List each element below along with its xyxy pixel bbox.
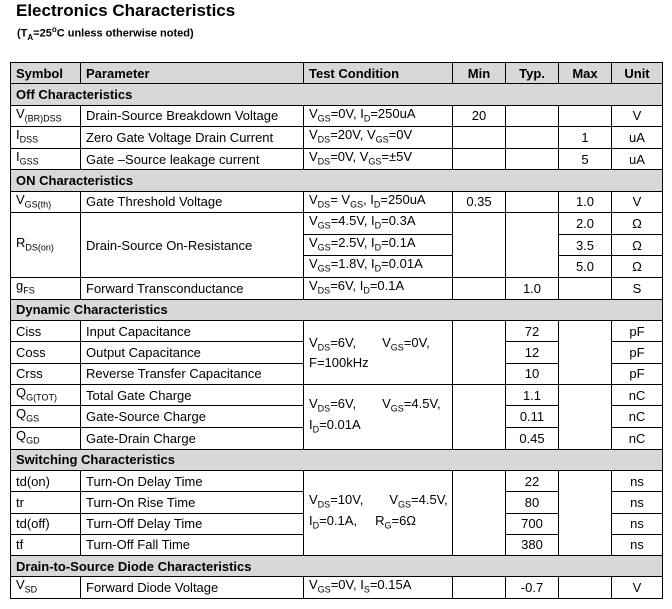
symbol-cell: $V_{(BR)DSS}$ <box>11 105 81 127</box>
characteristics-table <box>10 62 663 599</box>
max-cell <box>559 470 612 555</box>
parameter-cell: Input Capacitance <box>81 320 304 341</box>
table-row-td-on <box>11 470 663 491</box>
min-cell <box>453 127 506 149</box>
section-title: Off Characteristics <box>11 84 663 105</box>
symbol-cell: td(on) <box>11 470 81 491</box>
table-row-ciss <box>11 320 663 341</box>
section-title: Drain-to-Source Diode Characteristics <box>11 556 663 577</box>
typ-cell: 700 <box>506 513 559 534</box>
header-symbol: Symbol <box>11 63 81 84</box>
min-cell <box>453 320 506 384</box>
section-off-characteristics <box>11 84 663 105</box>
min-cell <box>453 577 506 599</box>
min-cell <box>453 384 506 449</box>
section-diode-characteristics <box>11 556 663 577</box>
parameter-cell: Gate Threshold Voltage <box>81 191 304 213</box>
parameter-cell: Turn-Off Fall Time <box>81 534 304 555</box>
parameter-cell: Forward Transconductance <box>81 278 304 300</box>
parameter-cell: Drain-Source On-Resistance <box>81 213 304 278</box>
max-cell <box>559 105 612 127</box>
unit-cell: nC <box>612 406 663 428</box>
section-dynamic-characteristics <box>11 299 663 320</box>
unit-cell: ns <box>612 492 663 513</box>
header-unit: Unit <box>612 63 663 84</box>
section-title: Switching Characteristics <box>11 449 663 470</box>
section-on-characteristics <box>11 170 663 191</box>
symbol-cell: td(off) <box>11 513 81 534</box>
table-header-row <box>11 63 663 84</box>
max-cell <box>559 278 612 300</box>
typ-cell <box>506 213 559 278</box>
condition-cell: $V_{DS}= V_{GS}$, $I_D=250uA$ <box>304 191 453 213</box>
symbol-cell: tr <box>11 492 81 513</box>
unit-cell: pF <box>612 363 663 384</box>
symbol-cell: $R_{DS(on)}$ <box>11 213 81 278</box>
typ-cell <box>506 127 559 149</box>
page-subtitle: ($T_A=25^oC$ unless otherwise noted) <box>17 25 194 42</box>
typ-cell: 380 <box>506 534 559 555</box>
parameter-cell: Gate –Source leakage current <box>81 148 304 170</box>
unit-cell: pF <box>612 342 663 363</box>
condition-cell: $V_{DS}=6V$, $I_D=0.1A$ <box>304 278 453 300</box>
condition-cell: $V_{GS}=1.8V$, $I_D=0.01A$ <box>304 256 453 278</box>
section-title: ON Characteristics <box>11 170 663 191</box>
max-cell <box>559 320 612 384</box>
parameter-cell: Reverse Transfer Capacitance <box>81 363 304 384</box>
min-cell <box>453 148 506 170</box>
unit-cell: ns <box>612 470 663 491</box>
parameter-cell: Drain-Source Breakdown Voltage <box>81 105 304 127</box>
unit-cell: Ω <box>612 234 663 256</box>
symbol-cell: $V_{GS(th)}$ <box>11 191 81 213</box>
parameter-cell: Gate-Drain Charge <box>81 428 304 450</box>
min-cell <box>453 278 506 300</box>
header-parameter: Parameter <box>81 63 304 84</box>
parameter-cell: Turn-Off Delay Time <box>81 513 304 534</box>
unit-cell: ns <box>612 534 663 555</box>
min-cell: 0.35 <box>453 191 506 213</box>
unit-cell: S <box>612 278 663 300</box>
parameter-cell: Turn-On Delay Time <box>81 470 304 491</box>
parameter-cell: Output Capacitance <box>81 342 304 363</box>
section-title: Dynamic Characteristics <box>11 299 663 320</box>
typ-cell: 72 <box>506 320 559 341</box>
typ-cell: 1.1 <box>506 384 559 406</box>
max-cell: 1.0 <box>559 191 612 213</box>
page-title: Electronics Characteristics <box>16 1 236 20</box>
parameter-cell: Total Gate Charge <box>81 384 304 406</box>
condition-cell: $V_{DS}=20V$, $V_{GS}=0V$ <box>304 127 453 149</box>
condition-cell: $V_{DS}=6V$, $V_{GS}=0V$, F=100kHz <box>304 320 453 384</box>
parameter-cell: Gate-Source Charge <box>81 406 304 428</box>
typ-cell: 1.0 <box>506 278 559 300</box>
typ-cell <box>506 105 559 127</box>
condition-cell: $V_{DS}=0V$, $V_{GS}=\pm 5V$ <box>304 148 453 170</box>
header-max: Max <box>559 63 612 84</box>
section-switching-characteristics <box>11 449 663 470</box>
unit-cell: Ω <box>612 213 663 235</box>
parameter-cell: Zero Gate Voltage Drain Current <box>81 127 304 149</box>
typ-cell: -0.7 <box>506 577 559 599</box>
unit-cell: V <box>612 191 663 213</box>
condition-cell: $V_{DS}=6V$, $V_{GS}=4.5V$, $I_D=0.01A$ <box>304 384 453 449</box>
condition-cell: $V_{GS}=4.5V$, $I_D=0.3A$ <box>304 213 453 235</box>
unit-cell: nC <box>612 384 663 406</box>
max-cell: 5.0 <box>559 256 612 278</box>
header-test-condition: Test Condition <box>304 63 453 84</box>
typ-cell <box>506 148 559 170</box>
parameter-cell: Turn-On Rise Time <box>81 492 304 513</box>
table-row-rdson-1 <box>11 213 663 235</box>
table-row-vsd <box>11 577 663 599</box>
table-row-vgsth <box>11 191 663 213</box>
symbol-cell: $Q_{GS}$ <box>11 406 81 428</box>
table-row-igss <box>11 148 663 170</box>
max-cell: 1 <box>559 127 612 149</box>
max-cell: 2.0 <box>559 213 612 235</box>
max-cell: 3.5 <box>559 234 612 256</box>
symbol-cell: $I_{GSS}$ <box>11 148 81 170</box>
symbol-cell: Coss <box>11 342 81 363</box>
typ-cell: 0.11 <box>506 406 559 428</box>
unit-cell: Ω <box>612 256 663 278</box>
typ-cell: 12 <box>506 342 559 363</box>
unit-cell: V <box>612 577 663 599</box>
table-row-idss <box>11 127 663 149</box>
symbol-cell: Crss <box>11 363 81 384</box>
symbol-cell: Ciss <box>11 320 81 341</box>
min-cell: 20 <box>453 105 506 127</box>
unit-cell: V <box>612 105 663 127</box>
typ-cell: 10 <box>506 363 559 384</box>
min-cell <box>453 213 506 278</box>
unit-cell: uA <box>612 148 663 170</box>
condition-cell: $V_{GS}=0V$, $I_D=250uA$ <box>304 105 453 127</box>
symbol-cell: $Q_{G(TOT)}$ <box>11 384 81 406</box>
min-cell <box>453 470 506 555</box>
symbol-cell: $Q_{GD}$ <box>11 428 81 450</box>
unit-cell: pF <box>612 320 663 341</box>
unit-cell: uA <box>612 127 663 149</box>
max-cell: 5 <box>559 148 612 170</box>
table-row-gfs <box>11 278 663 300</box>
table-row-qg-total <box>11 384 663 406</box>
parameter-cell: Forward Diode Voltage <box>81 577 304 599</box>
header-typ: Typ. <box>506 63 559 84</box>
table-row-bvdss <box>11 105 663 127</box>
max-cell <box>559 577 612 599</box>
typ-cell: 22 <box>506 470 559 491</box>
unit-cell: nC <box>612 428 663 450</box>
max-cell <box>559 384 612 449</box>
symbol-cell: $g_{FS}$ <box>11 278 81 300</box>
unit-cell: ns <box>612 513 663 534</box>
condition-cell: $V_{GS}=0V$, $I_S=0.15A$ <box>304 577 453 599</box>
symbol-cell: $I_{DSS}$ <box>11 127 81 149</box>
condition-cell: $V_{GS}=2.5V$, $I_D=0.1A$ <box>304 234 453 256</box>
typ-cell: 0.45 <box>506 428 559 450</box>
header-min: Min <box>453 63 506 84</box>
typ-cell: 80 <box>506 492 559 513</box>
symbol-cell: $V_{SD}$ <box>11 577 81 599</box>
typ-cell <box>506 191 559 213</box>
condition-cell: $V_{DS}=10V$, $V_{GS}=4.5V$, $I_D=0.1A$, $R_G=6\Omega$ <box>304 470 453 555</box>
symbol-cell: tf <box>11 534 81 555</box>
